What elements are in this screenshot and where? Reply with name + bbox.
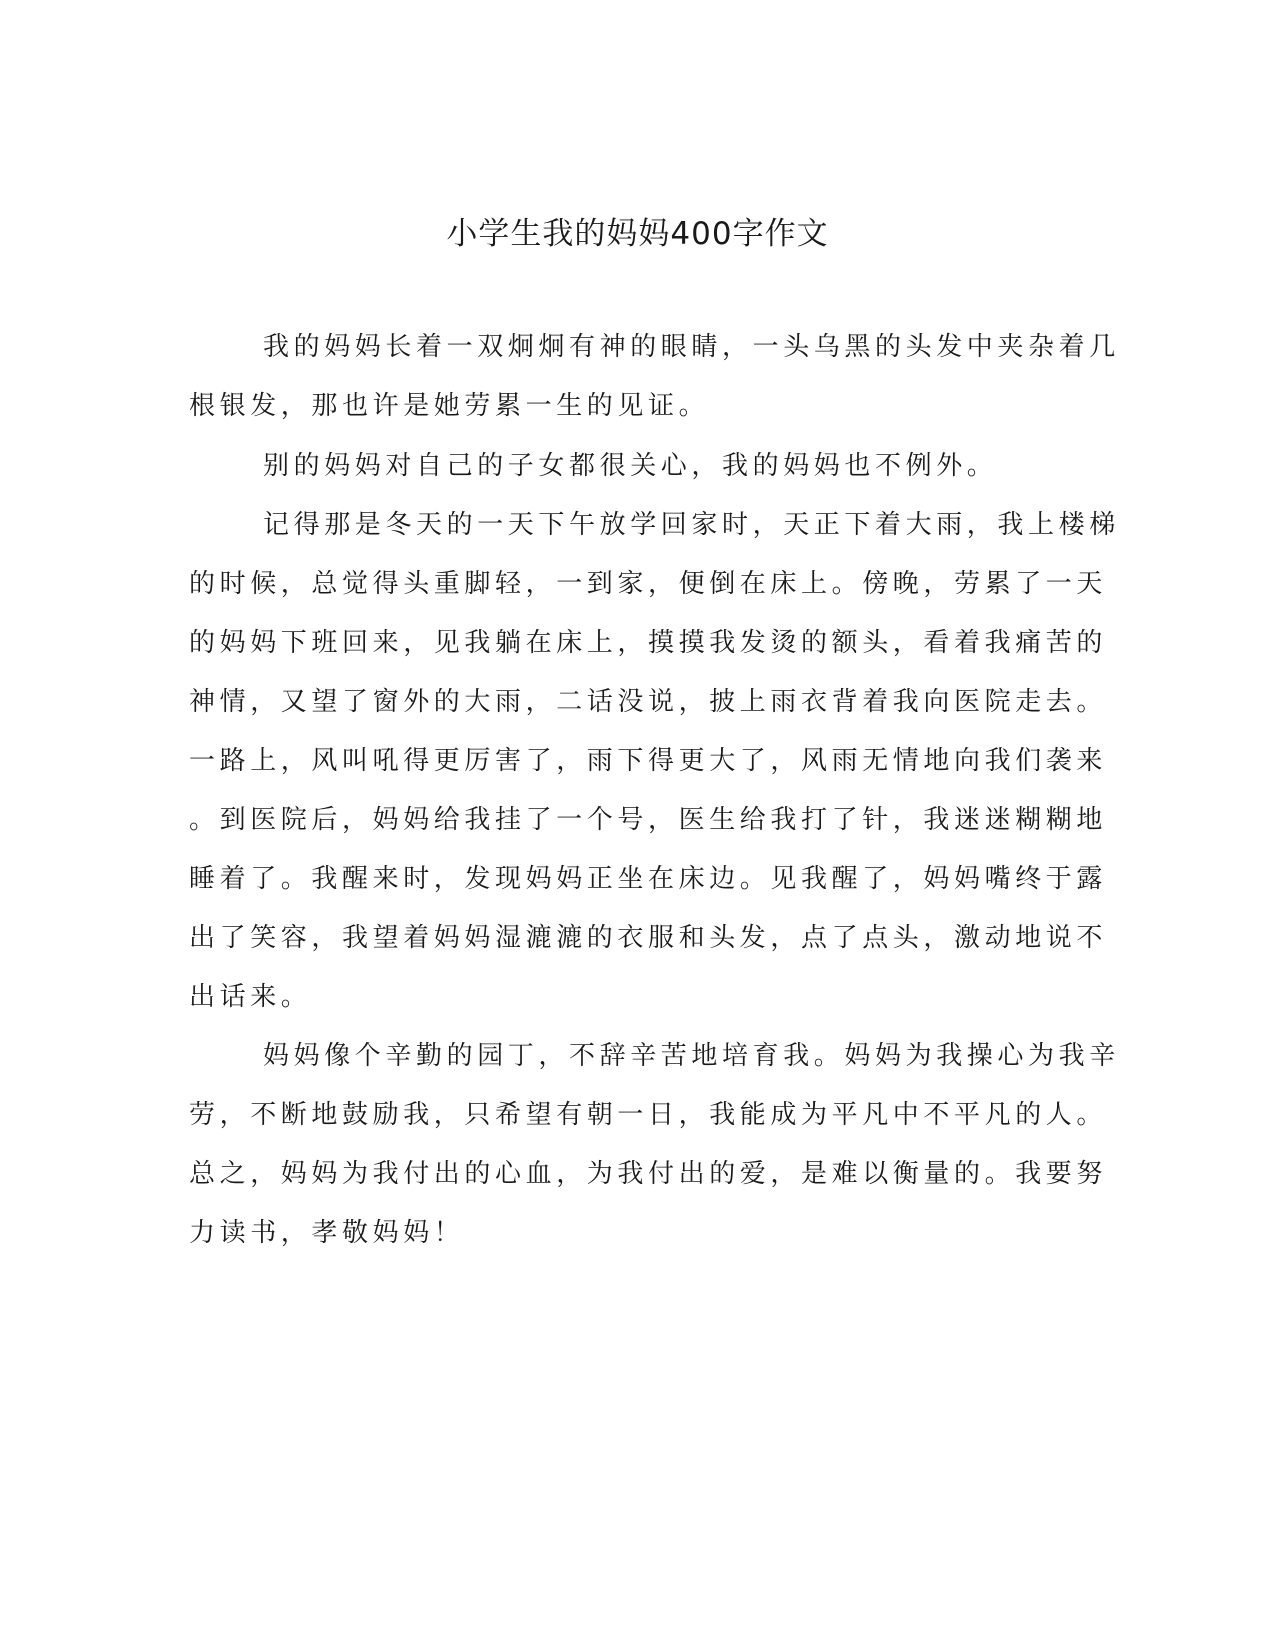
paragraph-4-line-2: 劳，不断地鼓励我，只希望有朝一日，我能成为平凡中不平凡的人。 xyxy=(189,1100,1108,1130)
paragraph-2-line-1: 别的妈妈对自己的子女都很关心，我的妈妈也不例外。 xyxy=(263,451,998,481)
paragraph-3-line-4: 神情，又望了窗外的大雨，二话没说，披上雨衣背着我向医院走去。 xyxy=(189,687,1108,717)
paragraph-3-line-9: 出话来。 xyxy=(189,982,312,1012)
paragraph-3-line-3: 的妈妈下班回来，见我躺在床上，摸摸我发烫的额头，看着我痛苦的 xyxy=(189,628,1108,658)
paragraph-1-line-1: 我的妈妈长着一双炯炯有神的眼睛，一头乌黑的头发中夹杂着几 xyxy=(263,332,1120,362)
paragraph-3-line-7: 睡着了。我醒来时，发现妈妈正坐在床边。见我醒了，妈妈嘴终于露 xyxy=(189,864,1108,894)
paragraph-3-line-8: 出了笑容，我望着妈妈湿漉漉的衣服和头发，点了点头，激动地说不 xyxy=(189,923,1108,953)
paragraph-4-line-1: 妈妈像个辛勤的园丁，不辞辛苦地培育我。妈妈为我操心为我辛 xyxy=(263,1041,1120,1071)
paragraph-1-line-2: 根银发，那也许是她劳累一生的见证。 xyxy=(189,391,710,421)
paragraph-3-line-6: 。到医院后，妈妈给我挂了一个号，医生给我打了针，我迷迷糊糊地 xyxy=(189,805,1108,835)
paragraph-3-line-1: 记得那是冬天的一天下午放学回家时，天正下着大雨，我上楼梯 xyxy=(263,510,1120,540)
paragraph-3-line-2: 的时候，总觉得头重脚轻，一到家，便倒在床上。傍晚，劳累了一天 xyxy=(189,569,1108,599)
paragraph-4-line-3: 总之，妈妈为我付出的心血，为我付出的爱，是难以衡量的。我要努 xyxy=(189,1159,1108,1189)
paragraph-4-line-4: 力读书，孝敬妈妈！ xyxy=(189,1218,465,1248)
document-title: 小学生我的妈妈400字作文 xyxy=(446,216,829,252)
paragraph-3-line-5: 一路上，风叫吼得更厉害了，雨下得更大了，风雨无情地向我们袭来 xyxy=(189,746,1108,776)
